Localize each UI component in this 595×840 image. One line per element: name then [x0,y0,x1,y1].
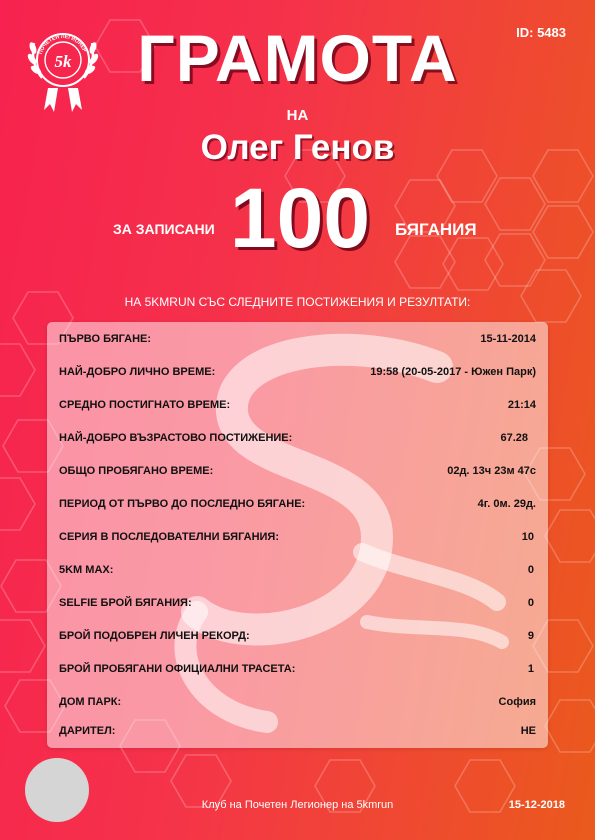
footer-date: 15-12-2018 [508,799,565,811]
certificate-id: ID: 5483 [516,25,566,40]
stat-label: НАЙ-ДОБРО ВЪЗРАСТОВО ПОСТИЖЕНИЕ: [59,432,293,444]
stat-row-donor [59,721,536,741]
stat-value: 02д. 13ч 23м 47с [447,465,536,477]
stat-value: 1 [527,663,534,675]
recipient-prefix: НА [286,107,309,124]
stat-label: БРОЙ ПРОБЯГАНИ ОФИЦИАЛНИ ТРАСЕТА: [59,663,296,675]
stat-label: 5KM MAX: [59,564,114,576]
stat-label: СЕРИЯ В ПОСЛЕДОВАТЕЛНИ БЯГАНИЯ: [59,531,279,543]
stat-row-first-run [59,329,536,349]
stats-intro: НА 5KMRUN СЪС СЛЕДНИТЕ ПОСТИЖЕНИЯ И РЕЗУЛТАТИ: [124,295,471,309]
stat-label: ДОМ ПАРК: [59,696,122,708]
stat-value: 19:58 (20-05-2017 - Южен Парк) [370,366,536,378]
stat-value: НЕ [520,725,536,737]
stat-label: ОБЩО ПРОБЯГАНО ВРЕМЕ: [59,465,214,477]
stat-value: 10 [521,531,534,543]
stat-value: 0 [527,564,534,576]
stat-row-age-grade [59,428,536,448]
stat-label: БРОЙ ПОДОБРЕН ЛИЧЕН РЕКОРД: [59,630,250,642]
stats-panel [47,322,548,748]
stat-label: НАЙ-ДОБРО ЛИЧНО ВРЕМЕ: [59,366,216,378]
stat-row-total-time [59,461,536,481]
stat-row-period [59,494,536,514]
page-title: ГРАМОТА [137,21,458,95]
run-count: 100 [229,171,371,265]
stat-row-best-time [59,362,536,382]
stat-row-home-park [59,692,536,712]
stat-value: София [498,696,536,708]
stat-row-average-time [59,395,536,415]
stat-row-selfie-runs [59,593,536,613]
stat-row-official-routes [59,659,536,679]
stat-value: 67.28 [500,432,528,444]
stat-label: СРЕДНО ПОСТИГНАТО ВРЕМЕ: [59,399,231,411]
footer-club-text: Клуб на Почетен Легионер на 5kmrun [201,799,394,811]
stat-value: 21:14 [507,399,536,411]
stat-label: SELFIE БРОЙ БЯГАНИЯ: [59,597,192,609]
svg-text:ПОЧЕТЕН ЛЕГИОНЕР: ПОЧЕТЕН ЛЕГИОНЕР [37,33,88,56]
recipient-name: Олег Генов [200,128,395,167]
stat-row-personal-records [59,626,536,646]
stat-value: 0 [527,597,534,609]
stat-value: 4г. 0м. 29д. [477,498,536,510]
count-prefix: ЗА ЗАПИСАНИ [113,221,215,237]
stat-label: ДАРИТЕЛ: [59,725,116,737]
avatar [25,758,89,822]
stat-value: 15-11-2014 [480,333,536,345]
svg-text:5k: 5k [54,52,72,71]
count-suffix: БЯГАНИЯ [395,220,477,239]
stat-value: 9 [527,630,534,642]
stat-row-5km-max [59,560,536,580]
stat-label: ПЪРВО БЯГАНЕ: [59,333,152,345]
stat-label: ПЕРИОД ОТ ПЪРВО ДО ПОСЛЕДНО БЯГАНЕ: [59,498,306,510]
stat-row-streak [59,527,536,547]
